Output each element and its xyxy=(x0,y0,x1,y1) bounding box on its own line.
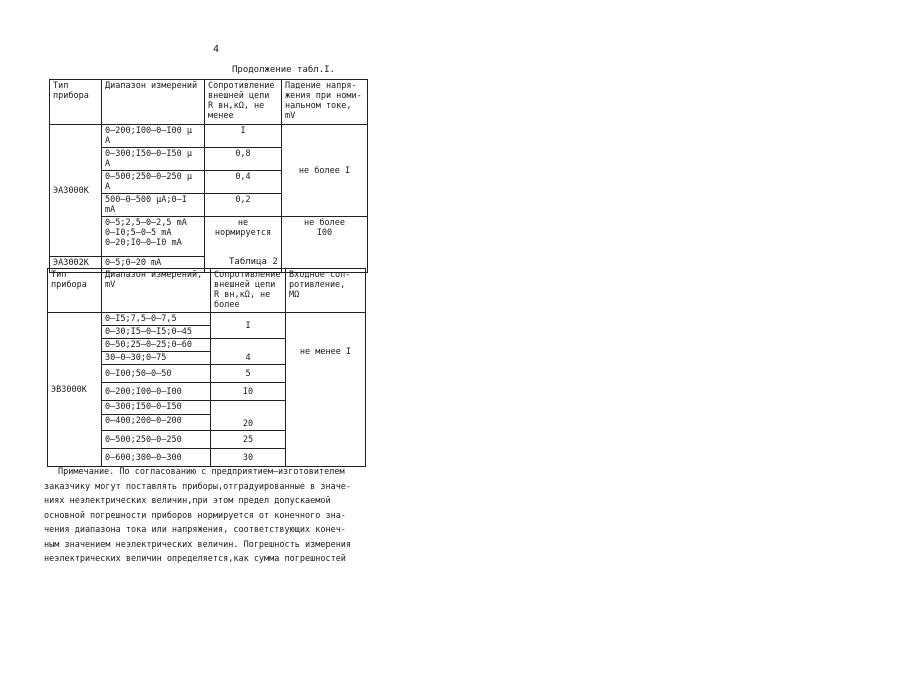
note-line: Примечание. По согласованию с предприятием–изготовителем xyxy=(58,467,345,477)
header-resistance: Сопротивление внешней цепи R вн,кΩ, не менее xyxy=(205,80,282,125)
table-row xyxy=(48,313,366,326)
page-number: 4 xyxy=(213,44,220,55)
range-cell: 0–5;0–20 mA xyxy=(102,257,205,273)
header-input-resistance: Входное соп- ротивление, MΩ xyxy=(286,269,366,313)
table-1 xyxy=(49,79,368,273)
note-line: основной погрешности приборов нормируется от конечного зна- xyxy=(44,510,346,521)
note-line: ниях неэлектрических величин,при этом предел допускаемой xyxy=(44,496,331,506)
range-cell: 0–600;300–0–300 xyxy=(102,449,211,467)
resistance-cell: 30 xyxy=(211,449,286,467)
device-type-cell: ЭАЗ000К xyxy=(50,125,102,257)
table-continuation-title: Продолжение табл.I. xyxy=(232,65,335,75)
resistance-cell: 20 xyxy=(211,401,286,431)
resistance-cell: 0,8 xyxy=(205,148,282,171)
resistance-cell: 0,4 xyxy=(205,171,282,194)
range-cell: 0–300;I50–0–I50 μ A xyxy=(102,148,205,171)
header-voltage-drop: Падение напря- жения при номи- нальном токе, mV xyxy=(282,80,368,125)
resistance-cell: 0,2 xyxy=(205,194,282,217)
table-row xyxy=(50,125,368,148)
range-cell: 0–I5;7,5–0–7,5 xyxy=(102,313,211,326)
range-cell: 500–0–500 μA;0–I mA xyxy=(102,194,205,217)
range-cell: 0–400;200–0–200 xyxy=(102,415,211,431)
range-cell: 0–30;I5–0–I5;0–45 xyxy=(102,326,211,339)
resistance-cell: 25 xyxy=(211,431,286,449)
header-resistance: Сопротивление внешней цепи R вн,кΩ, не более xyxy=(211,269,286,313)
resistance-cell: 4 xyxy=(211,339,286,365)
range-cell: 0–200;I00–0–I00 xyxy=(102,383,211,401)
header-device-type: Тип прибора xyxy=(48,269,102,313)
header-range: Диапазон измерений xyxy=(102,80,205,125)
note-paragraph xyxy=(44,465,360,567)
range-cell: 0–500;250–0–250 μ A xyxy=(102,171,205,194)
table-2 xyxy=(47,268,366,467)
header-device-type: Тип прибора xyxy=(50,80,102,125)
device-type-cell: ЭВЗ000К xyxy=(48,313,102,467)
range-cell: 0–I00;50–0–50 xyxy=(102,365,211,383)
range-cell: 30–0–30;0–75 xyxy=(102,352,211,365)
resistance-cell: I0 xyxy=(211,383,286,401)
range-cell: 0–500;250–0–250 xyxy=(102,431,211,449)
resistance-cell: I xyxy=(205,125,282,148)
device-type-cell: ЭАЗ002К xyxy=(50,257,102,273)
note-line: ным значением неэлектрических величин. Погрешность измерения xyxy=(44,539,352,550)
resistance-cell: 5 xyxy=(211,365,286,383)
note-line: чения диапазона тока или напряжения, соответствующих конеч- xyxy=(44,525,346,535)
range-cell: 0–200;I00–0–I00 μ A xyxy=(102,125,205,148)
table-header-row xyxy=(48,269,366,313)
voltage-drop-cell: не более I00 xyxy=(282,217,368,273)
range-cell: 0–5;2,5–0–2,5 mA 0–I0;5–0–5 mA 0–20;I0–0–I0 mA xyxy=(102,217,205,257)
header-range: Диапазон измерений, mV xyxy=(102,269,211,313)
range-cell: 0–50;25–0–25;0–60 xyxy=(102,339,211,352)
note-line: неэлектрических величин определяется,как сумма погрешностей xyxy=(44,554,346,564)
input-resistance-cell: не менее I xyxy=(286,313,366,467)
table-2-caption: Таблица 2 xyxy=(229,257,278,267)
resistance-cell: не нормируется xyxy=(205,217,282,273)
voltage-drop-cell: не более I xyxy=(282,125,368,217)
note-line: заказчику могут поставлять приборы,отградуированные в значе- xyxy=(44,481,352,492)
resistance-cell: I xyxy=(211,313,286,339)
range-cell: 0–300;I50–0–I50 xyxy=(102,401,211,415)
table-header-row xyxy=(50,80,368,125)
